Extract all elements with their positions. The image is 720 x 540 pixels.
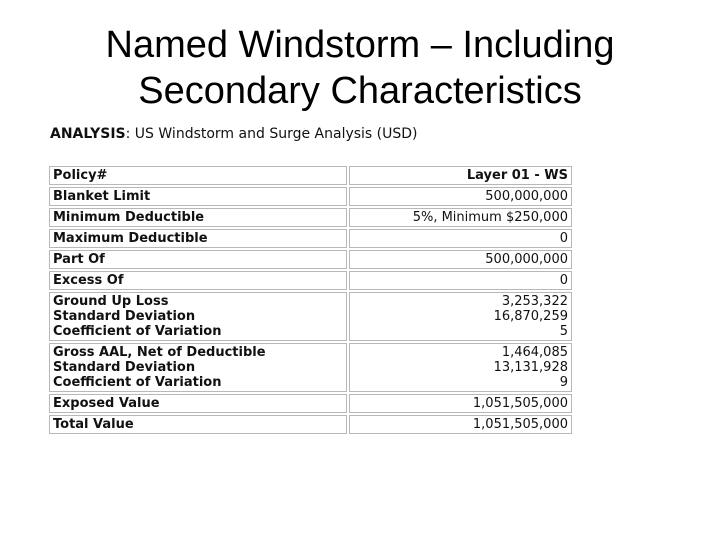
analysis-table [47,164,574,436]
table-row [49,271,572,290]
table-row [49,208,572,227]
row-label-cell [49,229,347,248]
row-value-cell [349,271,572,290]
row-value-cell [349,229,572,248]
header-label-cell [49,166,347,185]
header-value-cell [349,166,572,185]
row-label: Standard Deviation [53,360,196,375]
analysis-separator: : [125,126,131,142]
row-label-cell [49,271,347,290]
row-value-cell [349,187,572,206]
header-label: Policy# [53,168,108,183]
row-value: 3,253,322 [501,294,568,309]
row-label: Blanket Limit [53,189,151,204]
row-label: Excess Of [53,273,124,288]
title-line-2: Secondary Characteristics [138,70,582,112]
row-label: Standard Deviation [53,309,196,324]
title-line-1: Named Windstorm – Including [105,24,615,66]
row-label: Minimum Deductible [53,210,205,225]
row-value: 5%, Minimum $250,000 [412,210,568,225]
row-value: 16,870,259 [493,309,568,324]
table-row [49,415,572,434]
row-value: 500,000,000 [485,252,568,267]
table-row [49,394,572,413]
row-label-cell [49,415,347,434]
table-row [49,292,572,341]
row-value: 1,051,505,000 [472,396,568,411]
table-row [49,343,572,392]
row-value-cell [349,292,572,341]
row-label: Coefficient of Variation [53,375,222,390]
table-header-row [49,166,572,185]
slide-title [0,22,720,114]
row-label-cell [49,208,347,227]
row-label: Ground Up Loss [53,294,169,309]
row-value: 500,000,000 [485,189,568,204]
analysis-label: ANALYSIS [50,126,126,142]
row-label: Maximum Deductible [53,231,208,246]
row-value: 1,051,505,000 [472,417,568,432]
row-value-cell [349,394,572,413]
row-value: 0 [559,231,568,246]
table-row [49,187,572,206]
row-label-cell [49,250,347,269]
row-value: 5 [559,324,568,339]
row-value-cell [349,208,572,227]
analysis-caption [50,126,418,142]
row-label: Gross AAL, Net of Deductible [53,345,266,360]
row-label-cell [49,292,347,341]
row-value-cell [349,250,572,269]
table-row [49,250,572,269]
header-value: Layer 01 - WS [466,168,568,183]
analysis-text: US Windstorm and Surge Analysis (USD) [130,126,418,142]
row-label: Part Of [53,252,105,267]
row-label-cell [49,187,347,206]
row-label-cell [49,394,347,413]
row-value: 13,131,928 [493,360,568,375]
row-value: 0 [559,273,568,288]
row-value: 1,464,085 [501,345,568,360]
row-label: Exposed Value [53,396,160,411]
row-value-cell [349,415,572,434]
row-value-cell [349,343,572,392]
row-label-cell [49,343,347,392]
row-value: 9 [559,375,568,390]
table-row [49,229,572,248]
row-label: Total Value [53,417,134,432]
row-label: Coefficient of Variation [53,324,222,339]
